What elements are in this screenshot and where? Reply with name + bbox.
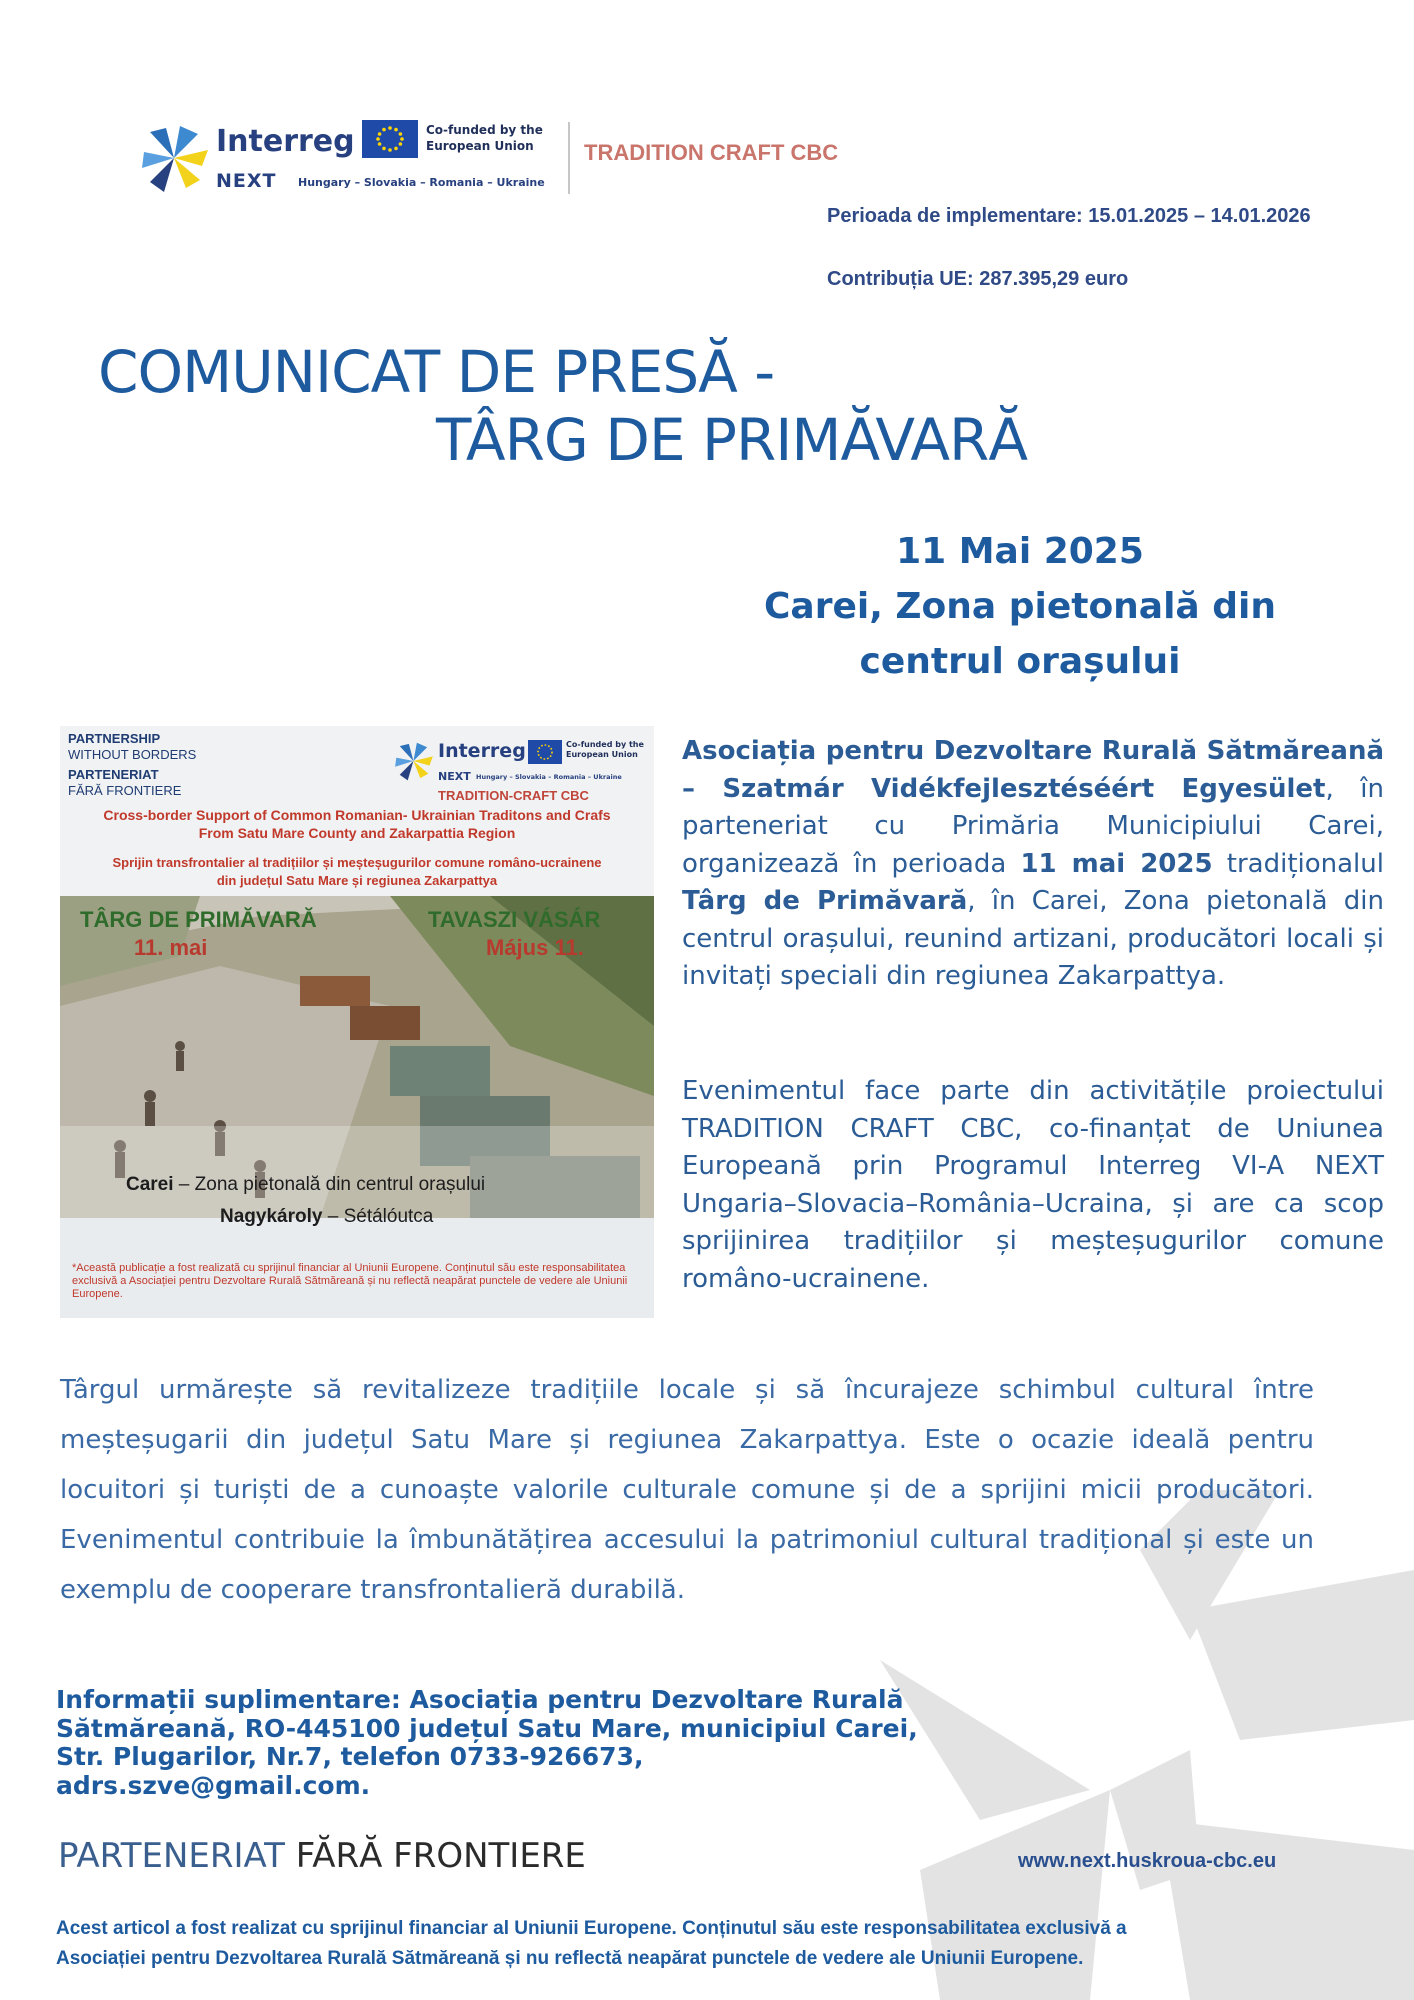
fair-paragraph: Târgul urmărește să revitalizeze tradițiile locale și să încurajeze schimbul cultural între meșteșugarii din județul Satu Mare și regiunea Zakarpattya. Este o ocazie ideală pentru locuitori și turiști de a cunoaște valorile culturale comune și de a sprijini micii producători. Evenimentul contribuie la îmbunătățirea accesului la patrimoniul cultural tradițional și este un exemplu de cooperare transfrontalieră durabilă.: [60, 1375, 1314, 1605]
eu-flag-icon: [362, 120, 418, 158]
contact-info: [56, 1686, 956, 1800]
footer-disclaimer-line-2: Asociației pentru Dezvoltarea Rurală Sătmăreană și nu reflectă neapărat punctele de vedere ale Uniunii Europene.: [56, 1948, 1084, 1969]
poster-loc1-city: Carei: [126, 1174, 174, 1195]
poster-date-ro: 11. mai: [134, 935, 208, 960]
countries-text: Hungary – Slovakia – Romania – Ukraine: [298, 176, 545, 189]
poster-loc2-city: Nagykároly: [220, 1206, 323, 1227]
contact-line-1: Informații suplimentare: Asociația pentru Dezvoltare Rurală: [56, 1685, 904, 1714]
poster-countries: Hungary – Slovakia – Romania – Ukraine: [476, 773, 622, 781]
poster-fair-hu: TAVASZI VÁSÁR: [428, 907, 601, 932]
interreg-star-icon: [140, 122, 210, 194]
poster-without-borders: WITHOUT BORDERS: [68, 747, 197, 762]
footer-disclaimer-line-1: Acest articol a fost realizat cu sprijinul financiar al Uniunii Europene. Conținutul său este responsabilitatea exclusivă a: [56, 1918, 1127, 1939]
intro-text-1: , în parteneriat cu Primăria Municipiului Carei, organizează în perioada: [682, 773, 1385, 879]
poster-fair-ro: TÂRG DE PRIMĂVARĂ: [80, 907, 317, 932]
poster-english-title-1: Cross-border Support of Common Romanian- Ukrainian Traditons and Crafs: [103, 807, 611, 823]
poster-next-word: NEXT: [438, 770, 471, 783]
contact-line-3: Str. Plugarilor, Nr.7, telefon 0733-926673,: [56, 1742, 644, 1771]
partnership-slogan: [58, 1836, 586, 1876]
poster-location-nagykaroly: [220, 1206, 433, 1228]
poster-romanian-title-1: Sprijin transfrontalier al tradițiilor și meșteșugurilor comune româno-ucrainene: [112, 855, 602, 870]
slogan-part-2: FĂRĂ FRONTIERE: [284, 1836, 586, 1876]
event-date: 11 Mai 2025: [896, 531, 1144, 572]
interreg-logo: [140, 118, 860, 198]
poster-location-carei: [126, 1174, 485, 1196]
contact-email: adrs.szve@gmail.com.: [56, 1770, 371, 1800]
event-location-line1: Carei, Zona pietonală din: [763, 586, 1276, 627]
next-wordmark: NEXT: [216, 170, 277, 192]
intro-date: 11 mai 2025: [1020, 848, 1213, 879]
poster-interreg-word: Interreg: [438, 740, 526, 762]
poster-partnership: PARTNERSHIP: [68, 731, 161, 746]
slogan-part-1: PARTENERIAT: [58, 1836, 285, 1876]
event-info: [700, 524, 1340, 689]
page-title-line1: COMUNICAT DE PRESĂ -: [98, 338, 775, 406]
poster-project-name: TRADITION-CRAFT CBC: [438, 788, 589, 803]
poster-date-hu: Május 11.: [486, 935, 584, 960]
intro-org-name: Asociația pentru Dezvoltare Rurală Sătmăreană – Szatmár Vidékfejlesztéséért Egyesület: [682, 736, 1384, 804]
contact-line-2: Sătmăreană, RO-445100 județul Satu Mare, municipiul Carei,: [56, 1713, 918, 1743]
interreg-wordmark: Interreg: [216, 124, 355, 159]
event-poster: [60, 726, 654, 1318]
eu-contribution: Contribuția UE: 287.395,29 euro: [827, 268, 1129, 290]
poster-romanian-title-2: din județul Satu Mare și regiunea Zakarpattya: [216, 873, 498, 888]
interreg-star-icon: [394, 738, 434, 784]
intro-fair-name: Târg de Primăvară: [682, 886, 968, 916]
event-location-line2: centrul orașului: [859, 641, 1181, 682]
poster-disclaimer: *Această publicație a fost realizată cu sprijinul financiar al Uniunii Europene. Conținutul său este responsabilitatea exclusivă a Asociației pentru Dezvoltare Rurală Sătmăreană și nu reflectă neapărat punctele de vedere ale Uniunii Europene.: [72, 1262, 628, 1300]
poster-english-title-2: From Satu Mare County and Zakarpattia Region: [198, 825, 516, 841]
page-title-line2: TÂRG DE PRIMĂVARĂ: [436, 406, 1028, 474]
logo-divider: [568, 122, 570, 194]
footer-disclaimer: [56, 1914, 1376, 1974]
intro-text-2: tradiționalul: [1212, 848, 1384, 879]
poster-loc1-place: – Zona pietonală din centrul orașului: [173, 1174, 486, 1195]
cofunded-text: Co-funded by the European Union: [426, 123, 543, 153]
eu-flag-icon: [528, 740, 562, 764]
poster-cofunded: Co-funded by the European Union: [566, 740, 644, 759]
intro-text-3: , în Carei, Zona pietonală din centrul orașului, reunind artizani, producători locali și invitați speciali din regiunea Zakarpattya.: [682, 886, 1384, 991]
intro-paragraph: [682, 733, 1384, 996]
poster-parteneriat: PARTENERIAT: [68, 767, 159, 782]
project-title: TRADITION CRAFT CBC: [584, 140, 839, 165]
website-link[interactable]: www.next.huskroua-cbc.eu: [1018, 1850, 1277, 1872]
implementation-period: Perioada de implementare: 15.01.2025 – 14.01.2026: [827, 205, 1311, 227]
project-paragraph: Evenimentul face parte din activitățile proiectului TRADITION CRAFT CBC, co-finanțat de Uniunea Europeană prin Programul Interreg VI-A NEXT Ungaria–Slovacia–România–Ucraina, și are ca scop sprijinirea tradițiilor și meșteșugurilor comune româno-ucrainene.: [682, 1076, 1384, 1294]
poster-fara-frontiere: FĂRĂ FRONTIERE: [68, 783, 182, 798]
poster-loc2-place: – Sétálóutca: [322, 1206, 434, 1227]
